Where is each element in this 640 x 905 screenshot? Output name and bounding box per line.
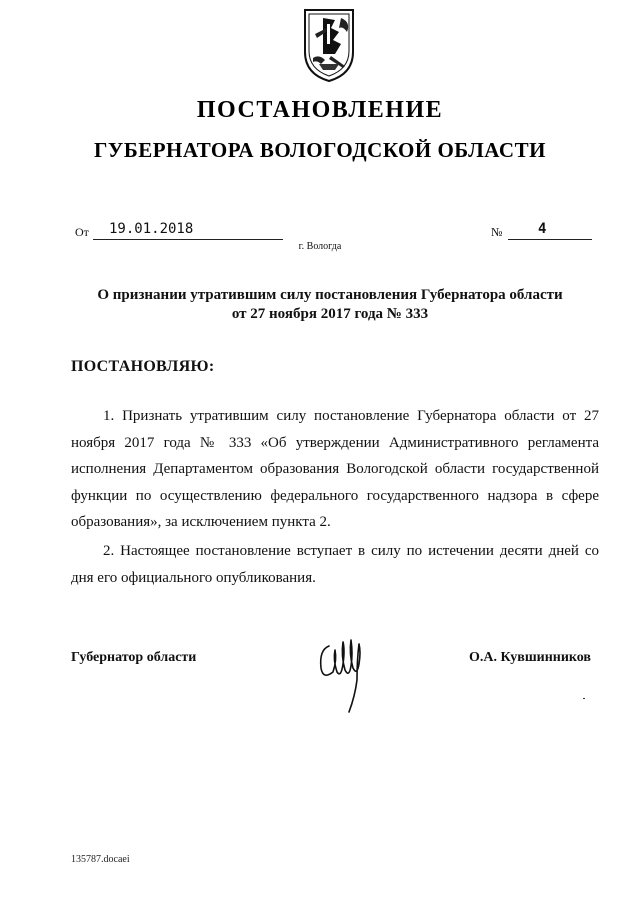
scan-speck bbox=[583, 698, 585, 699]
city-label: г. Вологда bbox=[298, 241, 342, 252]
number-sign: № bbox=[491, 225, 503, 239]
ordering-word: ПОСТАНОВЛЯЮ: bbox=[71, 358, 215, 375]
subject-line-1: О признании утратившим силу постановления Губернатора области bbox=[97, 287, 563, 303]
subject-line-2: от 27 ноября 2017 года № 333 bbox=[231, 306, 429, 322]
document-title: ПОСТАНОВЛЕНИЕ bbox=[196, 97, 444, 123]
document-number: 4 bbox=[538, 221, 547, 237]
signatory-position: Губернатор области bbox=[71, 650, 197, 665]
handwritten-signature-icon bbox=[311, 620, 391, 720]
document-date: 19.01.2018 bbox=[109, 221, 194, 237]
date-prefix: От bbox=[75, 225, 89, 239]
date-underline bbox=[93, 239, 283, 240]
paragraph-1: 1. Признать утратившим силу постановление Губернатора области от 27 ноября 2017 года № 333 «Об утверждении Административного регламента исполнения Департаментом образования Вологодской области государственной функции по осуществлению федерального государственного надзора в сфере образования», за исключением пункта 2. bbox=[71, 408, 599, 530]
document-subtitle: ГУБЕРНАТОРА ВОЛОГОДСКОЙ ОБЛАСТИ bbox=[94, 138, 546, 162]
vologda-coat-of-arms-icon bbox=[301, 4, 357, 84]
signature-block bbox=[71, 620, 591, 730]
file-name: 135787.docaei bbox=[71, 854, 130, 865]
number-underline bbox=[508, 239, 592, 240]
paragraph-2: 2. Настоящее постановление вступает в силу по истечении десяти дней со дня его официального опубликования. bbox=[71, 543, 599, 586]
signatory-name: О.А. Кувшинников bbox=[468, 650, 591, 665]
document-subject bbox=[80, 286, 580, 324]
